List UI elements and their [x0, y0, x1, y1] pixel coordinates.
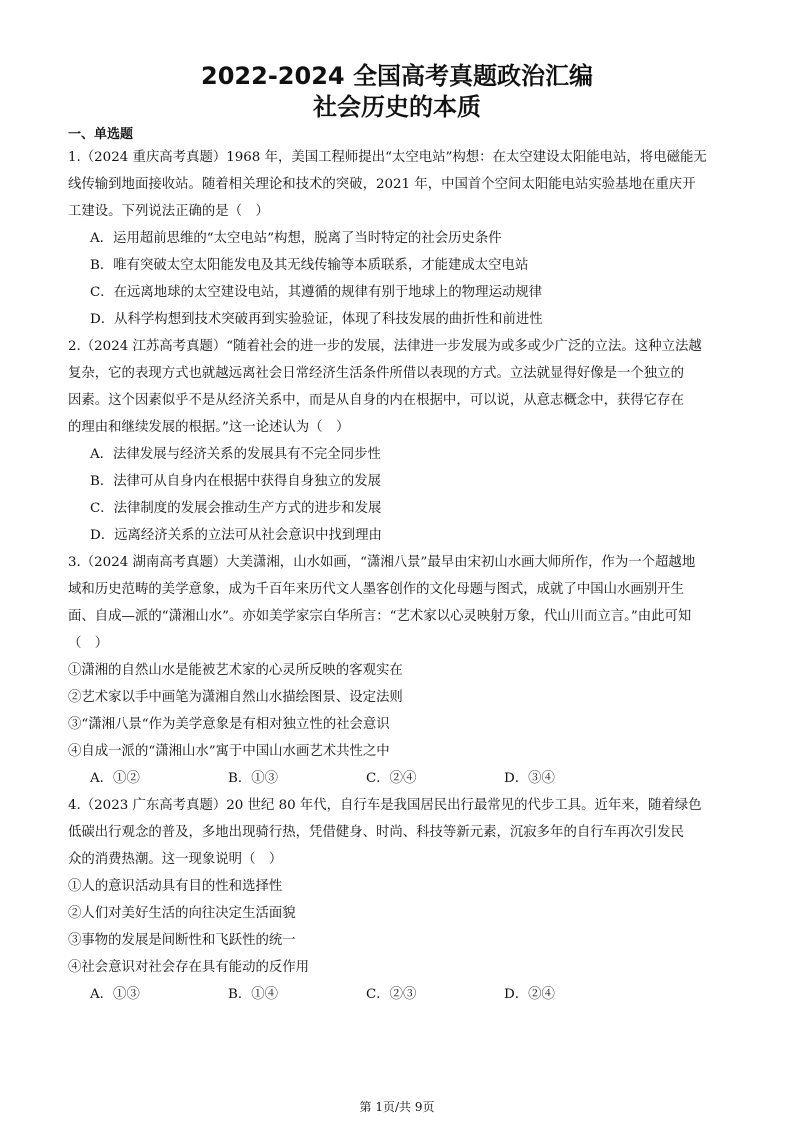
question-stem-line: 2.（2024 江苏高考真题）“随着社会的进一步的发展，法律进一步发展为或多或少广泛的立法。这种立法越	[68, 339, 702, 354]
question-stem-line: 域和历史范畴的美学意象，成为千百年来历代文人墨客创作的文化母题与图式，成就了中国山水画别开生	[68, 582, 684, 597]
statement-2: ②艺术家以手中画笔为潇湘自然山水描绘图景、设定法则	[68, 690, 403, 705]
question-4	[68, 792, 728, 1008]
statement-3: ③“潇湘八景“作为美学意象是有相对独立性的社会意识	[68, 717, 390, 732]
document-subtitle: 社会历史的本质	[313, 93, 481, 121]
answer-option-c: C．②④	[366, 771, 417, 786]
answer-option-c: C．②③	[366, 987, 417, 1002]
answer-option-d: D．②④	[504, 987, 555, 1002]
answer-choices	[68, 981, 728, 1008]
question-stem-line: 众的消费热潮。这一现象说明（ ）	[68, 852, 283, 867]
question-3	[68, 549, 728, 792]
page-number: 第 1页/共 9页	[359, 1100, 435, 1114]
document-title: 2022-2024 全国高考真题政治汇编	[201, 62, 593, 90]
question-stem-line: 1.（2024 重庆高考真题）1968 年，美国工程师提出“太空电站”构想：在太空建设太阳能电站，将电磁能无	[68, 150, 707, 165]
question-stem-line: 3.（2024 湖南高考真题）大美潇湘，山水如画，“潇湘八景”最早由宋初山水画大师所作，作为一个超越地	[68, 555, 696, 570]
question-stem-line: 的理由和继续发展的根据。”这一论述认为（ ）	[68, 420, 350, 435]
answer-option-a: A．①③	[90, 987, 140, 1002]
question-stem-line: 因素。这个因素似乎不是从经济关系中，而是从自身的内在根据中，可以说，从意志概念中，获得它存在	[68, 393, 684, 408]
answer-option-a: A．运用超前思维的“太空电站”构想，脱离了当时特定的社会历史条件	[90, 231, 502, 246]
question-stem-line: 线传输到地面接收站。随着相关理论和技术的突破，2021 年，中国首个空间太阳能电站实验基地在重庆开	[68, 177, 696, 192]
statement-4: ④自成一派的“潇湘山水”寓于中国山水画艺术共性之中	[68, 744, 390, 759]
answer-option-d: D．③④	[504, 771, 555, 786]
answer-option-b: B．法律可从自身内在根据中获得自身独立的发展	[90, 474, 382, 489]
question-2	[68, 333, 728, 549]
answer-option-a: A．法律发展与经济关系的发展具有不完全同步性	[90, 447, 381, 462]
statement-1: ①人的意识活动具有目的性和选择性	[68, 879, 283, 894]
answer-option-c: C．法律制度的发展会推动生产方式的进步和发展	[90, 501, 382, 516]
question-stem-line: 工建设。下列说法正确的是（ ）	[68, 204, 269, 219]
answer-option-d: D．从科学构想到技术突破再到实验验证，体现了科技发展的曲折性和前进性	[90, 312, 543, 327]
statement-3: ③事物的发展是间断性和飞跃性的统一	[68, 933, 296, 948]
question-stem-line: （ ）	[68, 636, 109, 651]
answer-option-b: B．①④	[228, 987, 279, 1002]
statement-2: ②人们对美好生活的向往决定生活面貌	[68, 906, 296, 921]
question-1	[68, 144, 728, 333]
answer-option-a: A．①②	[90, 771, 140, 786]
section-heading: 一、单选题	[68, 127, 134, 142]
answer-option-c: C．在远离地球的太空建设电站，其遵循的规律有别于地球上的物理运动规律	[90, 285, 543, 300]
question-stem-line: 4.（2023 广东高考真题）20 世纪 80 年代，自行车是我国居民出行最常见的代步工具。近年来，随着绿色	[68, 798, 702, 813]
question-list	[68, 144, 728, 1008]
answer-option-d: D．远离经济关系的立法可从社会意识中找到理由	[90, 528, 382, 543]
answer-option-b: B．唯有突破太空太阳能发电及其无线传输等本质联系，才能建成太空电站	[90, 258, 529, 273]
answer-choices	[68, 765, 728, 792]
statement-1: ①潇湘的自然山水是能被艺术家的心灵所反映的客观实在	[68, 663, 403, 678]
statement-4: ④社会意识对社会存在具有能动的反作用	[68, 960, 310, 975]
question-stem-line: 低碳出行观念的普及，多地出现骑行热，凭借健身、时尚、科技等新元素，沉寂多年的自行车再次引发民	[68, 825, 684, 840]
question-stem-line: 复杂，它的表现方式也就越远离社会日常经济生活条件所借以表现的方式。立法就显得好像是一个独立的	[68, 366, 684, 381]
answer-option-b: B．①③	[228, 771, 279, 786]
question-stem-line: 面、自成—派的“潇湘山水”。亦如美学家宗白华所言：“艺术家以心灵映射万象，代山川而立言。”由此可知	[68, 609, 692, 624]
